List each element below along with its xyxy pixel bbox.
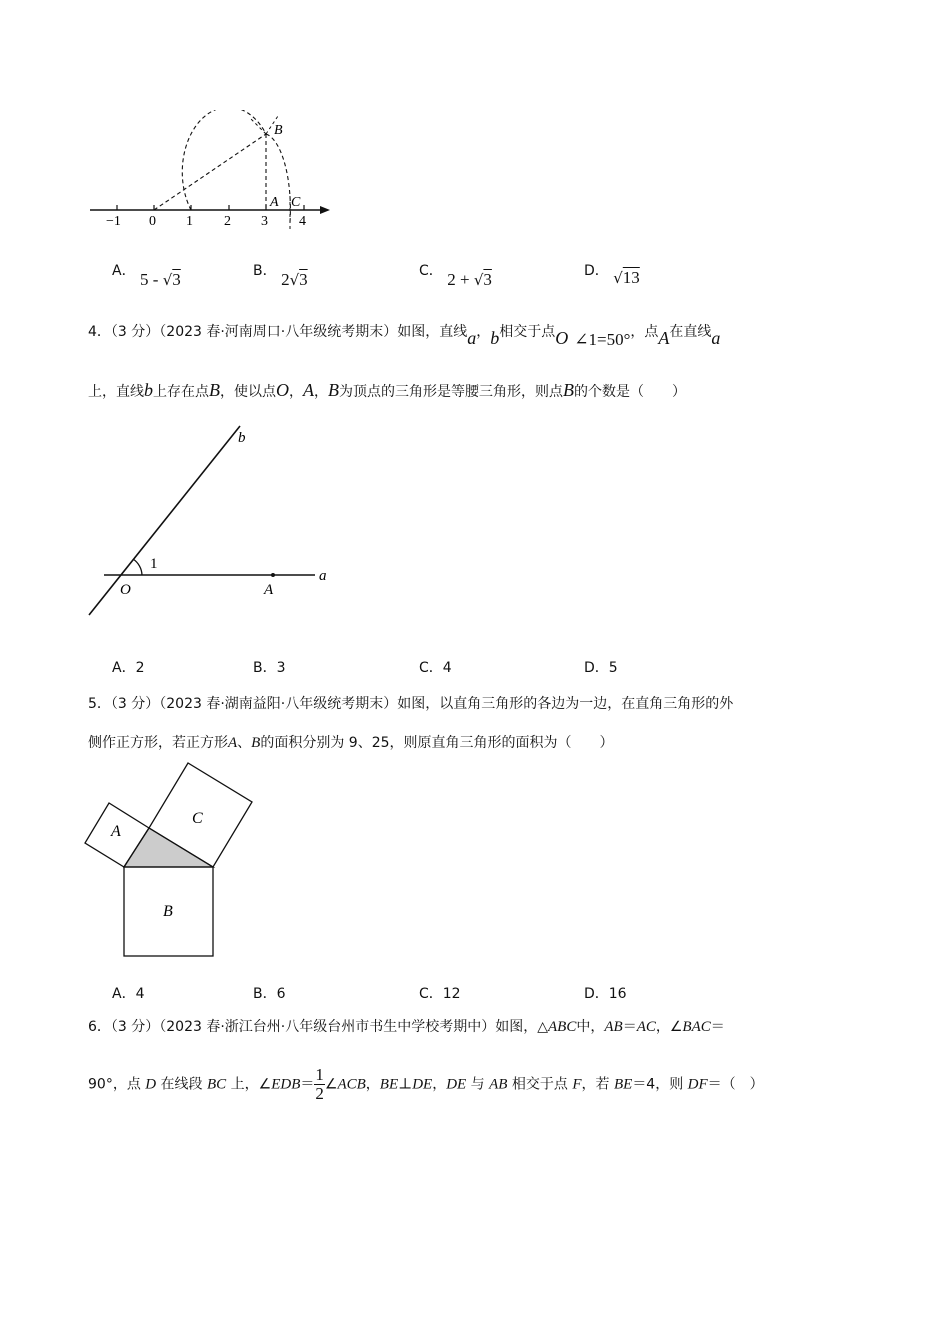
label-point-O: O <box>120 582 131 598</box>
q4-option-a[interactable]: A．2 <box>112 660 145 676</box>
label-angle-1: 1 <box>150 556 158 572</box>
label-square-A: A <box>111 823 121 840</box>
q3-option-b[interactable]: B． 2√3 <box>253 263 308 289</box>
line-b <box>89 426 240 615</box>
q3-option-d[interactable]: D． √13 <box>584 263 640 287</box>
pythagoras-squares-figure <box>80 755 260 960</box>
q4-stem-line2: 上，直线b上存在点B，使以点O，A，B为顶点的三角形是等腰三角形，则点B的个数是（ ） <box>88 380 686 400</box>
tick-label: 2 <box>224 214 231 229</box>
q3-option-c[interactable]: C． 2 + √3 <box>419 263 492 289</box>
segment-0B <box>154 134 266 210</box>
tick-label: 3 <box>261 214 268 229</box>
intersecting-lines-figure <box>80 420 350 625</box>
q5-option-b[interactable]: B．6 <box>253 986 286 1002</box>
q6-stem-line2: 90°，点 D 在线段 BC 上，∠EDB＝ $\frac{1}{2}$ ∠ACB，BE⊥DE，DE 与 AB 相交于点 F，若 BE＝4，则 DF＝（ ） <box>88 1065 764 1103</box>
q4-option-b[interactable]: B．3 <box>253 660 286 676</box>
tick-label: 1 <box>186 214 193 229</box>
label-square-B: B <box>163 903 173 920</box>
fraction-one-half: $\frac{1}{2}$ <box>315 1065 324 1103</box>
q5-stem-line2: 侧作正方形，若正方形A、B的面积分别为 9、25，则原直角三角形的面积为（ ） <box>88 735 614 751</box>
angle-1-arc <box>133 559 142 575</box>
q5-option-a[interactable]: A．4 <box>112 986 145 1002</box>
label-line-a: a <box>319 568 327 584</box>
axis-arrow <box>320 206 330 214</box>
label-C: C <box>291 195 301 210</box>
right-triangle <box>124 828 213 867</box>
q4-stem-line1: 4．（3 分）（2023 春·河南周口·八年级统考期末）如图，直线a，b相交于点O ∠1=50°，点A在直线a <box>88 324 721 349</box>
label-B: B <box>274 123 283 138</box>
q3-option-a[interactable]: A． 5 - √3 <box>112 263 181 289</box>
label-A: A <box>270 195 279 210</box>
point-A <box>271 573 275 577</box>
tick-label: 4 <box>299 214 306 229</box>
tick-label: 0 <box>149 214 156 229</box>
number-line-figure <box>80 110 350 240</box>
q5-stem-line1: 5．（3 分）（2023 春·湖南益阳·八年级统考期末）如图，以直角三角形的各边为一边，在直角三角形的外 <box>88 696 734 712</box>
label-point-A: A <box>264 582 274 598</box>
q6-stem-line1: 6．（3 分）（2023 春·浙江台州·八年级台州市书生中学校考期中）如图，△ABC中，AB＝AC，∠BAC＝ <box>88 1019 725 1035</box>
construction-mark <box>250 118 266 134</box>
q4-option-d[interactable]: D．5 <box>584 660 618 676</box>
q5-option-c[interactable]: C．12 <box>419 986 461 1002</box>
construction-arc-upper <box>182 110 266 210</box>
q5-option-d[interactable]: D．16 <box>584 986 627 1002</box>
q4-option-c[interactable]: C．4 <box>419 660 452 676</box>
tick-label: −1 <box>106 214 121 229</box>
label-square-C: C <box>192 810 203 827</box>
label-line-b: b <box>238 430 246 446</box>
